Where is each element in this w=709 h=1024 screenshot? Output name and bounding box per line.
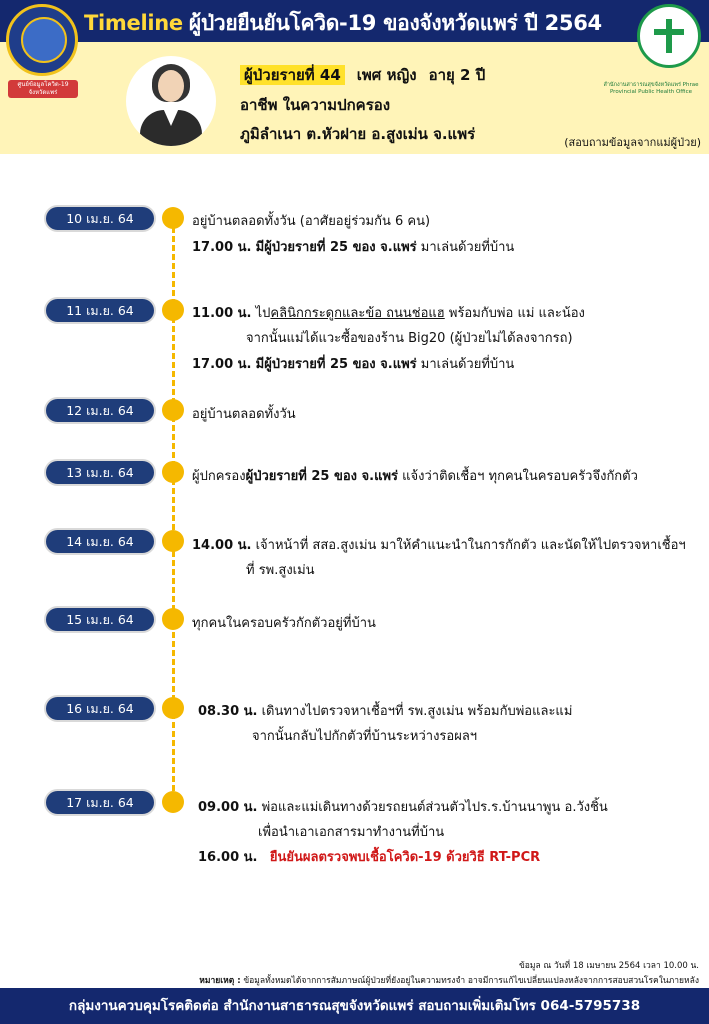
footer-contact: กลุ่มงานควบคุมโรคติดต่อ สำนักงานสาธารณสุขจังหวัดแพร่ สอบถามเพิ่มเติมโทร 064-5795738 — [0, 988, 709, 1024]
event-line: ทุกคนในครอบครัวกักตัวอยู่ที่บ้าน — [192, 616, 376, 631]
timeline-dot-icon — [162, 608, 184, 630]
date-pill: 17 เม.ย. 64 — [44, 789, 156, 816]
event-line: อยู่บ้านตลอดทั้งวัน (อาศัยอยู่ร่วมกัน 6 คน) — [192, 214, 431, 229]
ministry-caption: สำนักงานสาธารณสุขจังหวัดแพร่ Phrae Provincial Public Health Office — [603, 82, 699, 95]
event-line: ที่ รพ.สูงเม่น — [246, 563, 315, 578]
event-line: ผู้ปกครองผู้ป่วยรายที่ 25 ของ จ.แพร่ แจ้งว่าติดเชื้อฯ ทุกคนในครอบครัวจึงกักตัว — [192, 469, 638, 484]
timeline-dot-icon — [162, 399, 184, 421]
ministry-health-logo — [637, 4, 701, 68]
event-line: 11.00 น. ไปคลินิกกระดูกและข้อ ถนนช่อแฮ พร้อมกับพ่อ แม่ และน้อง — [192, 306, 585, 321]
patient-hometown: ภูมิลำเนา ต.หัวฝาย อ.สูงเม่น จ.แพร่ — [240, 125, 476, 143]
date-pill: 10 เม.ย. 64 — [44, 205, 156, 232]
timeline-dot-icon — [162, 299, 184, 321]
event-line: 16.00 น. ยืนยันผลตรวจพบเชื้อโควิด-19 ด้วยวิธี RT-PCR — [198, 850, 541, 865]
timeline-dot-icon — [162, 461, 184, 483]
page-title — [84, 7, 602, 40]
covid-center-badge: ศูนย์ข้อมูลโควิด-19 จังหวัดแพร่ — [8, 80, 78, 98]
patient-avatar — [126, 56, 216, 146]
date-pill: 15 เม.ย. 64 — [44, 606, 156, 633]
province-emblem-logo — [6, 4, 78, 76]
event-line: 14.00 น. เจ้าหน้าที่ สสอ.สูงเม่น มาให้คำแนะนำในการกักตัว และนัดให้ไปตรวจหาเชื้อฯ — [192, 538, 686, 553]
age-label: อายุ — [428, 66, 455, 84]
patient-occupation: อาชีพ ในความปกครอง — [240, 96, 391, 114]
timeline-dot-icon — [162, 791, 184, 813]
emblem-inner-icon — [21, 17, 67, 63]
header-bar — [0, 0, 709, 42]
date-pill: 14 เม.ย. 64 — [44, 528, 156, 555]
health-cross-icon — [666, 19, 672, 53]
date-pill: 16 เม.ย. 64 — [44, 695, 156, 722]
patient-line-1 — [240, 63, 485, 87]
event-line: 17.00 น. มีผู้ป่วยรายที่ 25 ของ จ.แพร่ มาเล่นด้วยที่บ้าน — [192, 357, 515, 372]
avatar-face-icon — [158, 70, 184, 102]
event-line: อยู่บ้านตลอดทั้งวัน — [192, 407, 296, 422]
title-text: ผู้ป่วยยืนยันโควิด-19 ของจังหวัดแพร่ ปี 2564 — [188, 11, 602, 35]
age-unit: ปี — [475, 66, 486, 84]
remark-note: หมายเหตุ : ข้อมูลทั้งหมดได้จากการสัมภาษณ์ผู้ป่วยที่ยังอยู่ในความทรงจำ อาจมีการแก้ไขเปลี่ยนแปลงหลังจากการสอบสวนโรคในภายหลัง — [199, 976, 699, 986]
sex-label: เพศ — [356, 66, 382, 84]
source-note: (สอบถามข้อมูลจากแม่ผู้ป่วย) — [564, 136, 701, 149]
timeline-dot-icon — [162, 697, 184, 719]
event-line: 08.30 น. เดินทางไปตรวจหาเชื้อฯที่ รพ.สูงเม่น พร้อมกับพ่อและแม่ — [198, 704, 573, 719]
date-pill: 12 เม.ย. 64 — [44, 397, 156, 424]
event-line: 17.00 น. มีผู้ป่วยรายที่ 25 ของ จ.แพร่ มาเล่นด้วยที่บ้าน — [192, 240, 515, 255]
health-cross-bar-icon — [654, 29, 684, 35]
age-value: 2 — [460, 66, 471, 84]
title-highlight: Timeline — [84, 11, 183, 35]
timeline-dot-icon — [162, 207, 184, 229]
sex-value: หญิง — [386, 66, 417, 84]
timeline-dot-icon — [162, 530, 184, 552]
data-as-of: ข้อมูล ณ วันที่ 18 เมษายน 2564 เวลา 10.00 น. — [518, 961, 699, 971]
patient-id: ผู้ป่วยรายที่ 44 — [240, 65, 345, 85]
date-pill: 11 เม.ย. 64 — [44, 297, 156, 324]
event-line: จากนั้นแม่ได้แวะซื้อของร้าน Big20 (ผู้ป่วยไม่ได้ลงจากรถ) — [246, 331, 573, 346]
date-pill: 13 เม.ย. 64 — [44, 459, 156, 486]
event-line: จากนั้นกลับไปกักตัวที่บ้านระหว่างรอผลฯ — [252, 729, 478, 744]
event-line: 09.00 น. พ่อและแม่เดินทางด้วยรถยนต์ส่วนตัวไปร.ร.บ้านนาพูน อ.วังชิ้น — [198, 800, 608, 815]
event-line: เพื่อนำเอาเอกสารมาทำงานที่บ้าน — [258, 825, 445, 840]
